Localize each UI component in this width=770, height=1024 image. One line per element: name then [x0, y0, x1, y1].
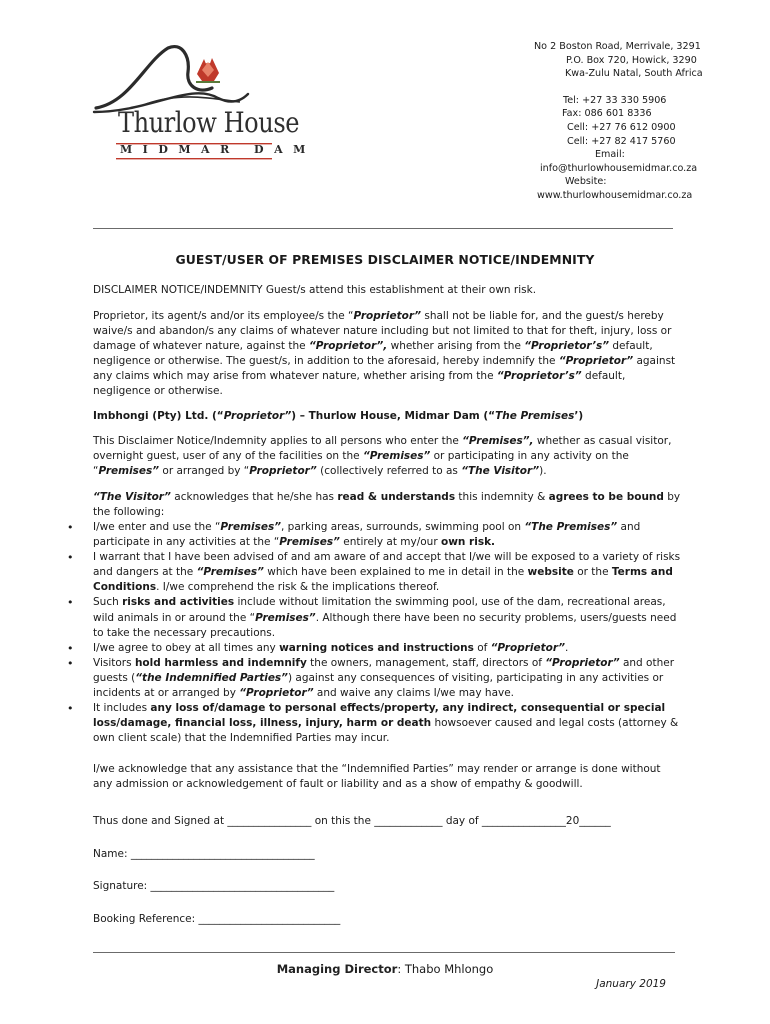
text-run: . Although there have been no security problems, users/guests need to take the necessary precautions. [93, 611, 677, 639]
website-address: www.thurlowhousemidmar.co.za [537, 189, 693, 201]
text-run: I/we enter and use the “ [93, 521, 221, 533]
text-run: This Disclaimer Notice/Indemnity applies to all persons who enter the [93, 435, 463, 447]
text-run: Premises” [220, 521, 281, 533]
text-run: Premises” [255, 611, 316, 624]
text-run: the owners, management, staff, directors of [306, 656, 546, 669]
text-run: “The Visitor” [461, 465, 540, 478]
text-run: Imbhongi (Pty) Ltd. (“ [93, 410, 224, 422]
list-item [93, 520, 683, 550]
text-run: agrees to be bound [548, 491, 664, 503]
applicability-paragraph [93, 434, 681, 479]
text-run: warning notices and instructions [279, 641, 474, 654]
cell-1: Cell: +27 76 612 0900 [567, 121, 676, 133]
director-label: Managing Director [276, 962, 398, 976]
text-run: shall not be liable for, and the guest/s hereby waive/s and abandon/s any claims of whatever nature including but not limited to that for theft, injury, loss or damage of whatever nature, against the [93, 310, 672, 353]
text-run: “Proprietor” [239, 687, 314, 700]
signature-field[interactable]: Signature: ___________________________________ [93, 880, 335, 892]
text-run: “Premises” [196, 566, 264, 579]
header-divider [93, 228, 673, 229]
text-run: website [527, 566, 574, 579]
parties-line [93, 409, 681, 424]
list-item [93, 656, 683, 701]
text-run: of [473, 641, 491, 654]
text-run: by the following: [93, 491, 681, 519]
footer-divider [93, 952, 675, 953]
text-run: “Premises” [362, 450, 431, 463]
list-item [93, 550, 683, 595]
text-run: or the [573, 566, 612, 579]
text-run: Such [93, 596, 123, 609]
text-run: Proprietor, its agent/s and/or its employee/s the “ [93, 310, 354, 322]
text-run: any loss of/damage to personal effects/property, any indirect, consequential or special loss/damage, financial loss, illness, injury, harm or death [93, 702, 666, 730]
text-run: “Proprietor’s” [496, 370, 582, 383]
text-run: ) against any consequences of visiting, participating in any activities or incidents at or arranged by [93, 671, 664, 700]
text-run: include without limitation the swimming pool, use of the dam, recreational areas, wild animals in or around the “ [93, 596, 666, 624]
text-run: “The Visitor” [93, 491, 171, 503]
text-run: whether arising from the [387, 340, 525, 353]
text-run: I/we agree to obey at all times any [93, 641, 280, 654]
telephone: Tel: +27 33 330 5906 [563, 94, 667, 106]
text-run: howsoever caused and legal costs (attorney & own client scale) that the Indemnified Parties may incur. [93, 717, 679, 745]
text-run: which have been explained to me in detail in the [263, 566, 528, 579]
list-item [93, 641, 683, 656]
list-item [93, 701, 683, 746]
text-run: and other guests ( [93, 656, 675, 684]
liability-paragraph [93, 309, 681, 400]
text-run: ’) [574, 410, 584, 422]
text-run: Premises” [279, 536, 340, 549]
text-run: “Premises”, [462, 435, 534, 447]
text-run: ). [539, 465, 547, 478]
list-item [93, 595, 683, 640]
logo-subtitle: MIDMAR DAM [120, 143, 316, 156]
text-run: It includes [93, 702, 151, 715]
text-run: Proprietor” [353, 310, 422, 322]
document-date: January 2019 [596, 978, 666, 990]
text-run: “Proprietor”, [308, 340, 388, 353]
text-run: Terms and Conditions [93, 566, 673, 594]
text-run: acknowledges that he/she has [170, 491, 338, 503]
website-label: Website: [565, 176, 607, 188]
text-run: . [564, 641, 569, 654]
text-run: or arranged by “ [159, 465, 250, 478]
acknowledgement-paragraph [93, 490, 681, 520]
address-line-2: P.O. Box 720, Howick, 3290 [566, 54, 697, 66]
text-run: and participate in any activities at the “ [93, 521, 641, 549]
intro-paragraph: DISCLAIMER NOTICE/INDEMNITY Guest/s attend this establishment at their own risk. [93, 284, 537, 296]
text-run: entirely at my/our [339, 536, 441, 549]
cell-2: Cell: +27 82 417 5760 [567, 135, 676, 147]
text-run: and waive any claims I/we may have. [313, 687, 515, 700]
text-run: ) – Thurlow House, Midmar Dam (“ [291, 410, 496, 422]
text-run: own risk. [441, 536, 496, 549]
text-run: Proprietor” [223, 410, 292, 422]
contact-block [520, 40, 715, 203]
text-run: hold harmless and indemnify [134, 656, 307, 669]
booking-reference-field[interactable]: Booking Reference: ___________________________ [93, 913, 341, 925]
text-run: default, negligence or otherwise. [93, 370, 626, 398]
email-address: info@thurlowhousemidmar.co.za [540, 162, 698, 174]
text-run: , parking areas, surrounds, swimming pool on [281, 521, 525, 533]
protea-flower-icon [196, 58, 220, 82]
text-run: or participating in any activity on the “ [93, 450, 629, 478]
managing-director [0, 962, 770, 976]
terms-list [93, 520, 683, 746]
text-run: whether as casual visitor, overnight guest, user of any of the facilities on the [93, 435, 672, 463]
text-run: against any claims which may arise from whatever nature, whether arising from the [93, 355, 676, 383]
text-run: “Proprietor” [490, 641, 565, 654]
email-label: Email: [595, 149, 625, 161]
address-line-3: Kwa-Zulu Natal, South Africa [565, 68, 703, 80]
text-run: I warrant that I have been advised of and am aware of and accept that I/we will be exposed to a variety of risks and dangers at the [93, 551, 681, 579]
name-field[interactable]: Name: ___________________________________ [93, 848, 315, 860]
text-run: this indemnity & [455, 491, 549, 503]
fax: Fax: 086 601 8336 [562, 108, 652, 120]
director-name: : Thabo Mhlongo [397, 962, 494, 976]
text-run: The Premises [495, 410, 575, 422]
text-run: “the Indemnified Parties” [135, 671, 288, 684]
text-run: “Proprietor’s” [524, 340, 610, 353]
text-run: . I/we comprehend the risk & the implications thereof. [156, 581, 440, 594]
text-run: default, negligence or otherwise. The guest/s, in addition to the aforesaid, hereby indemnify the [93, 340, 653, 368]
text-run: risks and activities [122, 596, 235, 609]
text-run: Visitors [93, 656, 135, 669]
text-run: “Proprietor” [545, 656, 620, 669]
text-run: read & understands [337, 491, 456, 503]
document-title: GUEST/USER OF PREMISES DISCLAIMER NOTICE/INDEMNITY [175, 252, 595, 267]
logo-wordmark: Thurlow House [118, 106, 300, 139]
text-run: “Proprietor” [558, 355, 634, 368]
text-run: (collectively referred to as [316, 465, 462, 478]
text-run: Premises” [98, 465, 160, 478]
goodwill-paragraph: I/we acknowledge that any assistance that the “Indemnified Parties” may render or arrange is done without any admission or acknowledgement of fault or liability and as a show of empathy & goodwill. [93, 763, 661, 791]
text-run: “The Premises” [524, 521, 618, 533]
text-run: Proprietor” [249, 465, 317, 478]
signed-at-field[interactable]: Thus done and Signed at ________________ on this the _____________ day of ________________20______ [93, 815, 611, 827]
address-line-1: No 2 Boston Road, Merrivale, 3291 [534, 41, 701, 52]
